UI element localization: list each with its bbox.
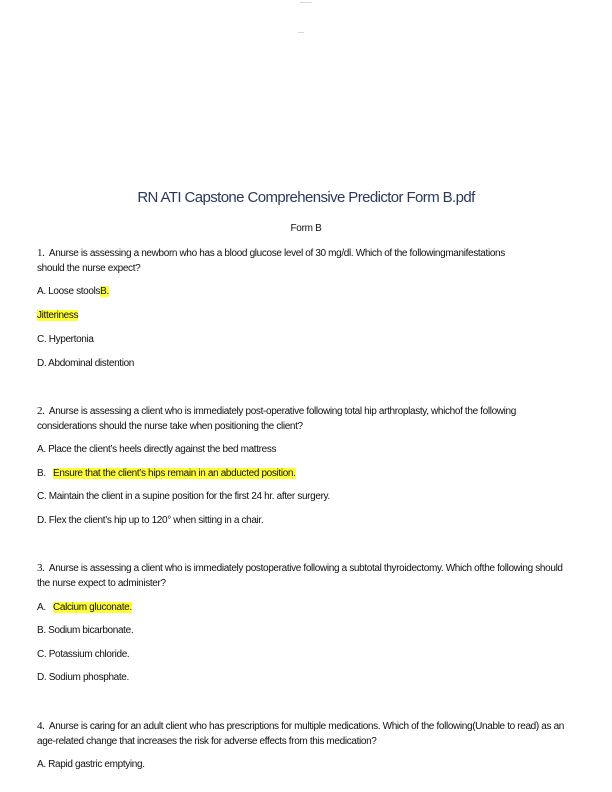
question-3-number: 3. <box>37 562 45 574</box>
question-2-option-b-label: B. <box>37 468 46 479</box>
question-1-option-a-text: A. Loose stools <box>37 286 101 297</box>
question-3-option-b: B. Sodium bicarbonate. <box>37 625 134 636</box>
question-3-stem-text: Anurse is assessing a client who is immediately postoperative following a subtotal thyroidectomy. Which ofthe following should <box>48 563 563 574</box>
question-2-option-b-text: Ensure that the client’s hips remain in an abducted position. <box>53 468 296 479</box>
question-1-number: 1. <box>37 247 45 259</box>
question-1-option-b-text: Jitteriness <box>37 310 79 321</box>
question-3-stem-line2: the nurse expect to administer? <box>37 578 166 589</box>
question-3-option-a-text: Calcium gluconate. <box>53 602 132 613</box>
question-2-option-c: C. Maintain the client in a supine position for the first 24 hr. after surgery. <box>37 491 330 502</box>
question-4-stem-line2: age-related change that increases the risk for adverse effects from this medication? <box>37 736 377 747</box>
question-1-option-a <box>37 284 109 300</box>
question-1-option-d: D. Abdominal distention <box>37 358 135 369</box>
header-mark-top <box>300 2 312 3</box>
question-1-option-b <box>37 308 78 324</box>
question-3-option-a-label: A. <box>37 602 46 613</box>
question-4-stem-text: Anurse is caring for an adult client who has prescriptions for multiple medications. Which of the following(Unable to read) as an <box>48 721 565 732</box>
question-4-stem-line1 <box>37 718 564 735</box>
question-4-option-a: A. Rapid gastric emptying. <box>37 759 145 770</box>
question-2-stem-line2: considerations should the nurse take when positioning the client? <box>37 421 303 432</box>
question-2-stem-line1 <box>37 403 516 420</box>
question-2-number: 2. <box>37 405 45 417</box>
question-1-stem-line2: should the nurse expect? <box>37 263 141 274</box>
question-3-option-d: D. Sodium phosphate. <box>37 672 129 683</box>
question-2-option-d: D. Flex the client’s hip up to 120° when sitting in a chair. <box>37 515 264 526</box>
question-1-option-c: C. Hypertonia <box>37 334 94 345</box>
question-4-number: 4. <box>37 720 45 732</box>
header-mark-bottom <box>298 32 304 33</box>
question-2-option-b <box>37 466 296 482</box>
question-3-stem-line1 <box>37 560 563 577</box>
question-2-stem-text: Anurse is assessing a client who is immediately post-operative following total hip arthroplasty, whichof the following <box>48 406 516 417</box>
question-2-option-a: A. Place the client’s heels directly against the bed mattress <box>37 444 277 455</box>
page-subtitle: Form B <box>290 223 322 234</box>
question-1-stem-text: Anurse is assessing a newborn who has a blood glucose level of 30 mg/dl. Which of the followingmanifestations <box>48 248 505 259</box>
page-title: RN ATI Capstone Comprehensive Predictor Form B.pdf <box>137 189 475 206</box>
question-3-option-a <box>37 600 132 616</box>
question-1-option-b-label: B. <box>100 286 109 297</box>
question-3-option-c: C. Potassium chloride. <box>37 649 130 660</box>
question-1-stem-line1 <box>37 245 505 262</box>
